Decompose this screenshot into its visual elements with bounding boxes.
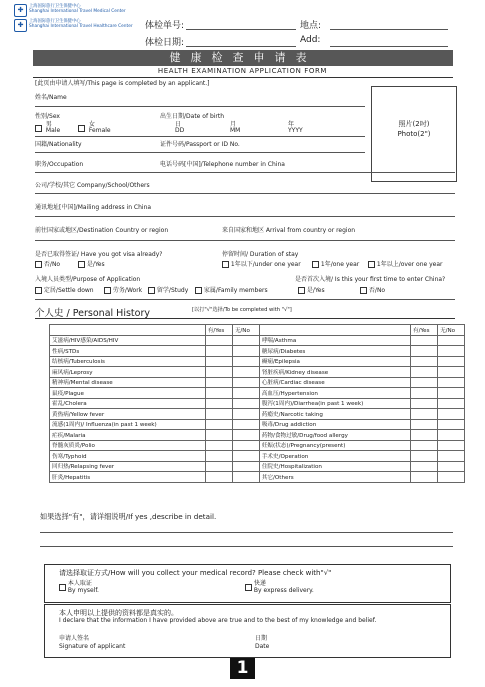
company-field[interactable]	[35, 193, 455, 194]
condition-label: 流感(1周内)/ Influenza(in past 1 week)	[50, 419, 206, 430]
nationality-passport-field[interactable]	[35, 152, 365, 153]
intro-note: [此页由申请人填写/This page is completed by an applicant.]	[35, 80, 210, 87]
history-yes-header: 有/Yes	[205, 325, 232, 336]
history-row	[50, 356, 465, 367]
passport-label: 证件号码/Passport or ID No.	[160, 141, 240, 148]
yes-check-cell[interactable]	[205, 409, 232, 420]
describe-line-2[interactable]	[40, 546, 453, 547]
visa-no-option[interactable]: 否/No	[35, 261, 60, 269]
history-header-row	[50, 325, 465, 336]
yes-check-cell[interactable]	[205, 451, 232, 462]
no-check-cell[interactable]	[438, 356, 465, 367]
dob-month: 月 MM	[230, 121, 241, 134]
dob-day: 日 DD	[175, 121, 185, 134]
dob-year: 年 YYYY	[288, 121, 303, 134]
history-header-blank	[50, 325, 206, 336]
no-check-cell[interactable]	[438, 461, 465, 472]
yes-check-cell[interactable]	[205, 398, 232, 409]
no-check-cell[interactable]	[232, 472, 259, 483]
condition-label: 高血压/Hypertension	[259, 388, 410, 399]
nationality-label: 国籍/Nationality	[35, 141, 82, 148]
page-number: 1	[230, 658, 255, 679]
history-title: 个人史 / Personal History	[35, 308, 150, 319]
stay-under-one-year[interactable]: 1年以下/under one year	[222, 261, 301, 269]
condition-label: 吸毒/Drug addiction	[259, 419, 410, 430]
yes-check-cell[interactable]	[205, 377, 232, 388]
yes-check-cell[interactable]	[411, 409, 438, 420]
settle-checkbox[interactable]	[35, 287, 42, 294]
no-check-cell[interactable]	[232, 440, 259, 451]
work-checkbox[interactable]	[104, 287, 111, 294]
condition-label: 肾脏疾病/Kidney disease	[259, 367, 410, 378]
collection-question: 请选择取证方式/How will you collect your medical record? Please check with"√"	[59, 569, 332, 577]
exam-number-label: 体检单号:	[145, 21, 185, 31]
history-row	[50, 419, 465, 430]
male-label-cn: 男	[45, 121, 52, 128]
first-entry-question: 是否首次入境/ Is this your first time to enter China?	[295, 276, 446, 283]
declaration-cn: 本人申明以上提供的资料都是真实的。	[59, 609, 178, 617]
collect-express-checkbox[interactable]	[245, 584, 252, 591]
logo-line-1-en: Shanghai International Travel Medical Center	[29, 9, 126, 15]
declaration-en: I declare that the information I have provided above are true and to the best of my knowledge and belief.	[59, 617, 377, 624]
no-check-cell[interactable]	[438, 451, 465, 462]
logo-line-2-cn: 上海国际旅行卫生保健中心	[29, 19, 81, 24]
name-field[interactable]	[35, 106, 365, 107]
condition-label: 霍乱/Cholera	[50, 398, 206, 409]
describe-line-1[interactable]	[40, 532, 453, 533]
yes-check-cell[interactable]	[411, 451, 438, 462]
no-check-cell[interactable]	[438, 430, 465, 441]
history-yes-header: 有/Yes	[411, 325, 438, 336]
date-field[interactable]: 日期 Date	[255, 635, 270, 650]
condition-label: 心脏病/Cardiac disease	[259, 377, 410, 388]
occupation-telephone-field[interactable]	[35, 172, 455, 173]
stay-one-year[interactable]: 1年/one year	[312, 261, 359, 269]
place-label-en: Add:	[300, 35, 321, 45]
female-checkbox[interactable]	[78, 125, 85, 132]
stay-under-checkbox[interactable]	[222, 261, 229, 268]
visa-yes-checkbox[interactable]	[78, 261, 85, 268]
no-check-cell[interactable]	[232, 419, 259, 430]
condition-label: 药物/食物过敏/Drug/food allergy	[259, 430, 410, 441]
place-line[interactable]	[330, 29, 448, 30]
yes-check-cell[interactable]	[411, 440, 438, 451]
history-row	[50, 367, 465, 378]
visa-question: 是否已取得签证/ Have you got visa already?	[35, 251, 163, 258]
yes-check-cell[interactable]	[411, 461, 438, 472]
exam-date-line[interactable]	[186, 46, 296, 47]
history-row	[50, 461, 465, 472]
logo-line-2-en: Shanghai International Travel Healthcare Center	[29, 24, 133, 30]
center-logo	[14, 4, 133, 34]
no-check-cell[interactable]	[438, 398, 465, 409]
condition-label: 肝炎/Hepatitis	[50, 472, 206, 483]
no-check-cell[interactable]	[438, 472, 465, 483]
no-check-cell[interactable]	[438, 419, 465, 430]
history-row	[50, 335, 465, 346]
history-rule	[35, 318, 455, 319]
history-row	[50, 409, 465, 420]
company-label: 公司/学校/其它 Company/School/Others	[35, 182, 150, 189]
condition-label: 艾滋病/HIV感染/AIDS/HIV	[50, 335, 206, 346]
history-no-header: 无/No	[438, 325, 465, 336]
arrival-label: 来自国家和地区 Arrival from country or region	[222, 227, 356, 234]
condition-label: 伤寒/Typhoid	[50, 451, 206, 462]
history-row	[50, 398, 465, 409]
purpose-study[interactable]: 留学/Study	[148, 287, 188, 295]
collect-express-option[interactable]: 快递 By express delivery.	[245, 581, 314, 594]
no-check-cell[interactable]	[438, 367, 465, 378]
history-no-header: 无/No	[232, 325, 259, 336]
history-row	[50, 451, 465, 462]
condition-label: 其它/Others	[259, 472, 410, 483]
female-label-cn: 女	[88, 121, 95, 128]
history-row	[50, 440, 465, 451]
occupation-label: 职务/Occupation	[35, 161, 84, 168]
purpose-settle[interactable]: 定居/Settle down	[35, 287, 94, 295]
condition-label: 鼠疫/Plague	[50, 388, 206, 399]
condition-label: 住院史/Hospitalization	[259, 461, 410, 472]
history-instruction: [以打"√"选择/To be completed with "√"]	[192, 307, 292, 313]
collect-self-checkbox[interactable]	[59, 584, 66, 591]
yes-check-cell[interactable]	[411, 388, 438, 399]
history-table	[49, 324, 465, 483]
first-entry-yes[interactable]: 是/Yes	[298, 287, 325, 295]
no-check-cell[interactable]	[438, 377, 465, 388]
yes-check-cell[interactable]	[411, 335, 438, 346]
purpose-work[interactable]: 劳务/Work	[104, 287, 142, 295]
logo-line-1-cn: 上海国际旅行卫生保健中心	[29, 4, 81, 9]
yes-check-cell[interactable]	[205, 461, 232, 472]
no-check-cell[interactable]	[232, 398, 259, 409]
yes-check-cell[interactable]	[205, 472, 232, 483]
yes-check-cell[interactable]	[411, 346, 438, 357]
no-check-cell[interactable]	[438, 335, 465, 346]
condition-label: 黄热病/Yellow fever	[50, 409, 206, 420]
visa-yes-option[interactable]: 是/Yes	[78, 261, 105, 269]
female-label-en: Female	[88, 127, 111, 134]
sex-male-option[interactable]	[35, 122, 60, 134]
mailing-label: 通讯地址[中国]/Mailing address in China	[35, 204, 152, 211]
yes-check-cell[interactable]	[205, 356, 232, 367]
no-check-cell[interactable]	[232, 430, 259, 441]
place-label-cn: 地点:	[300, 21, 322, 31]
stay-question: 停留时间/ Duration of stay	[222, 251, 299, 258]
yes-check-cell[interactable]	[411, 430, 438, 441]
yes-check-cell[interactable]	[411, 398, 438, 409]
condition-label: 麻风病/Leprosy	[50, 367, 206, 378]
visa-no-checkbox[interactable]	[35, 261, 42, 268]
history-row	[50, 388, 465, 399]
no-check-cell[interactable]	[232, 356, 259, 367]
collect-self-option[interactable]: 本人取证 By myself.	[59, 581, 99, 594]
male-checkbox[interactable]	[35, 125, 42, 132]
condition-label: 药瘾史/Narcotic taking	[259, 409, 410, 420]
no-check-cell[interactable]	[232, 388, 259, 399]
sex-dob-line[interactable]	[35, 136, 365, 137]
condition-label: 脊髓灰质炎/Polio	[50, 440, 206, 451]
logo-mark-icon: ✚	[14, 19, 27, 32]
stay-over-checkbox[interactable]	[368, 261, 375, 268]
condition-label: 妊娠(状态)/Pregnancy(present)	[259, 440, 410, 451]
sex-female-option[interactable]	[78, 122, 111, 134]
history-row	[50, 346, 465, 357]
place-line-2[interactable]	[330, 46, 448, 47]
study-checkbox[interactable]	[148, 287, 155, 294]
declaration-box	[44, 604, 451, 658]
yes-check-cell[interactable]	[411, 356, 438, 367]
no-check-cell[interactable]	[438, 409, 465, 420]
yes-check-cell[interactable]	[205, 367, 232, 378]
logo-mark-icon: ✚	[14, 4, 27, 17]
describe-prompt: 如果选择"有"，请详细说明/If yes ,describe in detail.	[40, 512, 217, 521]
name-label: 姓名/Name	[35, 94, 67, 101]
yes-check-cell[interactable]	[411, 472, 438, 483]
stay-one-checkbox[interactable]	[312, 261, 319, 268]
history-row	[50, 377, 465, 388]
no-check-cell[interactable]	[232, 461, 259, 472]
condition-label: 精神病/Mental disease	[50, 377, 206, 388]
form-title: 健康检查申请表	[33, 50, 453, 66]
condition-label: 手术史/Operation	[259, 451, 410, 462]
yes-check-cell[interactable]	[205, 335, 232, 346]
history-row	[50, 430, 465, 441]
destination-arrival-field[interactable]	[35, 240, 455, 241]
collection-box	[44, 564, 451, 603]
first-entry-no[interactable]: 否/No	[360, 287, 385, 295]
no-check-cell[interactable]	[438, 346, 465, 357]
family-checkbox[interactable]	[195, 287, 202, 294]
no-check-cell[interactable]	[438, 388, 465, 399]
condition-label: 哮喘/Asthma	[259, 335, 410, 346]
condition-label: 回归热/Relapsing fever	[50, 461, 206, 472]
yes-check-cell[interactable]	[205, 419, 232, 430]
yes-check-cell[interactable]	[205, 430, 232, 441]
history-row	[50, 472, 465, 483]
header-rule	[33, 77, 453, 78]
dob-label: 出生日期/Date of birth	[160, 113, 225, 120]
no-check-cell[interactable]	[232, 377, 259, 388]
photo-box[interactable]	[371, 86, 457, 182]
destination-label: 前往国家或地区/Destination Country or region	[35, 227, 169, 234]
history-header-blank	[259, 325, 410, 336]
condition-label: 癫痫/Epilepsia	[259, 356, 410, 367]
signature-field[interactable]: 申请人签名 Signature of applicant	[59, 635, 126, 650]
first-entry-yes-checkbox[interactable]	[298, 287, 305, 294]
exam-number-line[interactable]	[186, 29, 296, 30]
no-check-cell[interactable]	[232, 346, 259, 357]
telephone-label: 电话号码[中国]/Telephone number in China	[160, 161, 285, 168]
photo-label-en: Photo(2")	[397, 130, 431, 138]
condition-label: 结核病/Tuberculosis	[50, 356, 206, 367]
section-divider	[35, 299, 455, 300]
yes-check-cell[interactable]	[205, 388, 232, 399]
no-check-cell[interactable]	[232, 335, 259, 346]
condition-label: 腹泻(1周内)/Diarrhea(in past 1 week)	[259, 398, 410, 409]
condition-label: 糖尿病/Diabetes	[259, 346, 410, 357]
no-check-cell[interactable]	[232, 367, 259, 378]
no-check-cell[interactable]	[232, 451, 259, 462]
purpose-label: 入境人员类型/Purpose of Application	[35, 276, 141, 283]
male-label-en: Male	[45, 127, 61, 134]
yes-check-cell[interactable]	[411, 377, 438, 388]
first-entry-no-checkbox[interactable]	[360, 287, 367, 294]
no-check-cell[interactable]	[438, 440, 465, 451]
yes-check-cell[interactable]	[205, 440, 232, 451]
condition-label: 性病/STDs	[50, 346, 206, 357]
condition-label: 疟疾/Malaria	[50, 430, 206, 441]
stay-over-one-year[interactable]: 1年以上/over one year	[368, 261, 443, 269]
sex-label: 性别/Sex	[35, 113, 60, 120]
photo-label-cn: 照片(2吋)	[398, 120, 430, 128]
yes-check-cell[interactable]	[205, 346, 232, 357]
form-title-en: HEALTH EXAMINATION APPLICATION FORM	[157, 67, 328, 75]
exam-date-label: 体检日期:	[145, 38, 185, 48]
purpose-family[interactable]: 家属/Family members	[195, 287, 268, 295]
no-check-cell[interactable]	[232, 409, 259, 420]
yes-check-cell[interactable]	[411, 419, 438, 430]
mailing-field[interactable]	[35, 216, 455, 217]
yes-check-cell[interactable]	[411, 367, 438, 378]
